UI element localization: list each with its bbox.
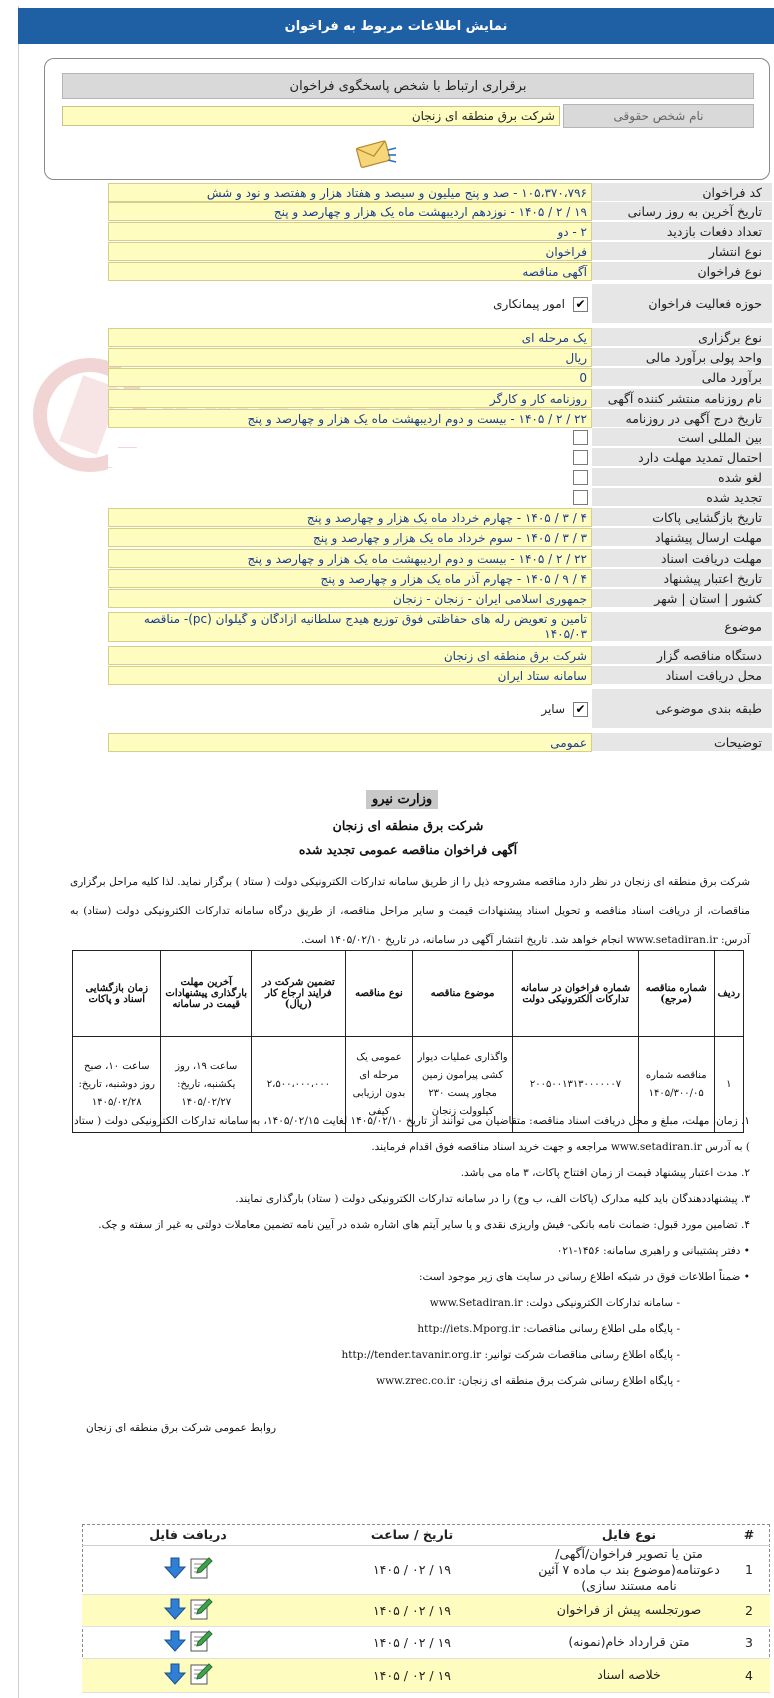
file-number: 3 — [728, 1626, 770, 1658]
notice-signature: روابط عمومی شرکت برق منطقه ای زنجان — [86, 1422, 277, 1434]
field-label: محل دریافت اسناد — [592, 666, 772, 685]
field-value: تامین و تعویض رله های حفاظتی فوق توزیع هیدج سلطانیه آزادگان و گیلوان (pc)- مناقصه ۱۴۰۵/۰۳ — [108, 612, 592, 642]
notice-site-link: - سامانه تدارکات الکترونیکی دولت: www.Setadiran.ir — [429, 1297, 680, 1309]
file-download[interactable] — [82, 1658, 294, 1692]
field-row — [108, 569, 772, 588]
field-label: کد فراخوان — [592, 183, 772, 202]
field-label: تجدید شده — [592, 488, 772, 507]
field-checkbox[interactable]: ✔ — [573, 297, 588, 312]
notice-table-header: شماره فراخوان در سامانه تدارکات الکترونیکی دولت — [513, 951, 639, 1037]
field-value: جمهوری اسلامی ایران - زنجان - زنجان — [108, 589, 592, 608]
field-row — [108, 612, 772, 642]
field-label: مهلت ارسال پیشنهاد — [592, 528, 772, 547]
field-value: سامانه ستاد ایران — [108, 666, 592, 685]
field-label: نوع برگزاری — [592, 328, 772, 347]
notice-site-link: - پایگاه اطلاع رسانی مناقصات شرکت توانیر: http://tender.tavanir.org.ir — [341, 1349, 680, 1361]
field-label: مهلت دریافت اسناد — [592, 549, 772, 568]
notice-item: ۴. تضامین مورد قبول: ضمانت نامه بانکی- فیش واریزی نقدی و یا سایر آیتم های اشاره شده در آیین نامه تضمین معاملات دولتی به غیر از سفته و چک. — [98, 1219, 750, 1231]
field-label: احتمال تمدید مهلت دارد — [592, 448, 772, 467]
notice-table-cell: عمومی یک مرحله ای بدون ارزیابی کیفی — [345, 1037, 412, 1133]
file-download[interactable] — [82, 1545, 294, 1594]
file-row — [82, 1594, 770, 1626]
field-checkbox[interactable] — [573, 490, 588, 505]
field-label: تاریخ اعتبار پیشنهاد — [592, 569, 772, 588]
field-value: ۲۲ / ۲ / ۱۴۰۵ - بیست و دوم اردیبهشت ماه یک هزار و چهارصد و پنج — [108, 549, 592, 568]
notice-ministry-title: وزارت نیرو — [366, 790, 438, 809]
notice-heading: آگهی فراخوان مناقصه عمومی تجدید شده — [298, 842, 518, 857]
field-value: یک مرحله ای — [108, 328, 592, 347]
field-value: ۳ / ۳ / ۱۴۰۵ - سوم خرداد ماه یک هزار و چهارصد و پنج — [108, 528, 592, 547]
field-value: عمومی — [108, 733, 592, 752]
field-label: حوزه فعالیت فراخوان — [592, 284, 772, 324]
notice-item: ۱. زمان، مهلت، مبلغ و محل دریافت اسناد مناقصه: متقاضیان می توانند از تاریخ ۱۴۰۵/۰۲/۱۰ لغایت ۱۴۰۵/۰۲/۱۵، به سامانه تدارکات الکترونیکی دولت ( ستاد ) به آدرس www.setadiran.ir مراجعه و جهت خرید اسناد مناقصه فوق اقدام فرمایند. — [73, 1115, 750, 1153]
field-label: موضوع — [592, 612, 772, 642]
file-date: ۱۹ / ۰۲ / ۱۴۰۵ — [294, 1658, 530, 1692]
contact-value: شرکت برق منطقه ای زنجان — [62, 106, 560, 126]
field-row — [108, 448, 772, 467]
field-row — [108, 348, 772, 367]
notice-item: • دفتر پشتیبانی و راهبری سامانه: ۱۴۵۶-۰۲۱ — [556, 1245, 750, 1257]
field-value: آگهی مناقصه — [108, 262, 592, 281]
field-checkbox[interactable] — [573, 470, 588, 485]
contact-title: برقراری ارتباط با شخص پاسخگوی فراخوان — [62, 73, 754, 99]
checkbox-label: امور پیمانکاری — [493, 297, 565, 311]
field-value: ۲ - دو — [108, 222, 592, 241]
file-type: صورتجلسه پیش از فراخوان — [530, 1594, 728, 1626]
field-row — [108, 262, 772, 281]
notice-table-header: تضمین شرکت در فرایند ارجاع کار (ریال) — [251, 951, 345, 1037]
field-value — [108, 468, 592, 487]
file-number: 1 — [728, 1545, 770, 1594]
field-label: تعداد دفعات بازدید — [592, 222, 772, 241]
field-label: تاریخ بازگشایی پاکات — [592, 508, 772, 527]
field-label: برآورد مالی — [592, 368, 772, 387]
field-label: واحد پولی برآورد مالی — [592, 348, 772, 367]
notice-item: • ضمناً اطلاعات فوق در شبکه اطلاع رسانی در سایت های زیر موجود است: — [418, 1271, 750, 1283]
field-label: طبقه بندی موضوعی — [592, 689, 772, 729]
files-header-type: نوع فایل — [530, 1525, 728, 1545]
field-row — [108, 689, 772, 729]
edit-file-icon[interactable] — [189, 1556, 213, 1580]
download-icons[interactable] — [163, 1597, 213, 1621]
field-label: نوع انتشار — [592, 242, 772, 261]
field-value: 0 — [108, 368, 592, 387]
field-value — [108, 448, 592, 467]
field-row — [108, 589, 772, 608]
file-row — [82, 1545, 770, 1594]
field-value — [108, 488, 592, 507]
file-date: ۱۹ / ۰۲ / ۱۴۰۵ — [294, 1594, 530, 1626]
field-value: ۴ / ۹ / ۱۴۰۵ - چهارم آذر ماه یک هزار و چهارصد و پنج — [108, 569, 592, 588]
file-date: ۱۹ / ۰۲ / ۱۴۰۵ — [294, 1545, 530, 1594]
file-download[interactable] — [82, 1594, 294, 1626]
download-arrow-icon[interactable] — [163, 1556, 187, 1580]
file-number: 4 — [728, 1658, 770, 1692]
field-value: شرکت برق منطقه ای زنجان — [108, 646, 592, 665]
notice-table-header: زمان بازگشایی اسناد و پاکات — [73, 951, 161, 1037]
field-label: تاریخ درج آگهی در روزنامه — [592, 409, 772, 428]
field-value: فراخوان — [108, 242, 592, 261]
field-row — [108, 222, 772, 241]
field-row — [108, 368, 772, 387]
notice-table-header: موضوع مناقصه — [413, 951, 513, 1037]
notice-table-header: ردیف — [714, 951, 743, 1037]
edit-file-icon[interactable] — [189, 1629, 213, 1653]
file-row — [82, 1626, 770, 1658]
notice-table-header: شماره مناقصه (مرجع) — [638, 951, 714, 1037]
field-label: توضیحات — [592, 733, 772, 752]
field-value: ۱۹ / ۲ / ۱۴۰۵ - نوزدهم اردیبهشت ماه یک هزار و چهارصد و پنج — [108, 202, 592, 221]
download-arrow-icon[interactable] — [163, 1597, 187, 1621]
checkbox-label: سایر — [541, 702, 565, 716]
field-row — [108, 409, 772, 428]
notice-company-title: شرکت برق منطقه ای زنجان — [332, 818, 484, 833]
notice-table-header: نوع مناقصه — [345, 951, 412, 1037]
field-value: ۲۲ / ۲ / ۱۴۰۵ - بیست و دوم اردیبهشت ماه یک هزار و چهارصد و پنج — [108, 409, 592, 428]
files-header-download: دریافت فایل — [82, 1525, 294, 1545]
file-row — [82, 1658, 770, 1692]
files-header-num: # — [728, 1525, 770, 1545]
field-value: روزنامه کار و کارگر — [108, 389, 592, 408]
download-arrow-icon[interactable] — [163, 1662, 187, 1686]
field-row — [108, 733, 772, 752]
field-row — [108, 549, 772, 568]
download-icons[interactable] — [163, 1662, 213, 1686]
file-type: متن یا تصویر فراخوان/آگهی/دعوتنامه(موضوع بند ب ماده ۷ آئین نامه مستند سازی) — [530, 1545, 728, 1594]
field-row — [108, 488, 772, 507]
notice-intro: شرکت برق منطقه ای زنجان در نظر دارد مناقصه مشروحه ذیل را از طریق سامانه تدارکات الکترونیکی دولت ( ستاد ) برگزار نماید. لذا کلیه مراحل برگزاری مناقصات، از دریافت اسناد مناقصه و تحویل اسناد پیشنهادات قیمت و سایر مراحل مناقصه، از طریق درگاه سامانه تدارکات الکترونیکی دولت (ستاد) به آدرس: www.setadiran.ir انجام خواهد شد. تاریخ انتشار آگهی در سامانه، در تاریخ ۱۴۰۵/۰۲/۱۰ است. — [70, 876, 750, 946]
field-value — [108, 284, 592, 324]
field-row — [108, 284, 772, 324]
edit-file-icon[interactable] — [189, 1597, 213, 1621]
notice-items — [70, 1108, 750, 1394]
field-row — [108, 242, 772, 261]
file-type: متن قرارداد خام(نمونه) — [530, 1626, 728, 1658]
field-label: دستگاه مناقصه گزار — [592, 646, 772, 665]
notice-table-cell: ساعت ۱۰، صبح روز دوشنبه، تاریخ: ۱۴۰۵/۰۲/۲۸ — [73, 1037, 161, 1133]
field-value — [108, 689, 592, 729]
edit-file-icon[interactable] — [189, 1662, 213, 1686]
field-row — [108, 428, 772, 447]
field-row — [108, 183, 772, 202]
field-label: نوع فراخوان — [592, 262, 772, 281]
notice-table-header: آخرین مهلت بارگذاری پیشنهادات قیمت در سامانه — [161, 951, 251, 1037]
field-label: کشور | استان | شهر — [592, 589, 772, 608]
notice-table-cell: مناقصه شماره ۱۴۰۵/۳۰۰/۰۵ — [638, 1037, 714, 1133]
notice-table-cell: ساعت ۱۹، روز یکشنبه، تاریخ: ۱۴۰۵/۰۲/۲۷ — [161, 1037, 251, 1133]
field-row — [108, 646, 772, 665]
download-icons[interactable] — [163, 1556, 213, 1580]
field-value: ۱۰۵،۳۷۰،۷۹۶ - صد و پنج میلیون و سیصد و هفتاد هزار و هفتصد و نود و شش — [108, 183, 592, 202]
notice-table-cell: ۲،۵۰۰،۰۰۰،۰۰۰ — [251, 1037, 345, 1133]
notice-table-cell: ۱ — [714, 1037, 743, 1133]
field-row — [108, 528, 772, 547]
tender-notice-image — [56, 770, 760, 1490]
notice-table-cell: ۲۰۰۵۰۰۱۳۱۳۰۰۰۰۰۰۷ — [513, 1037, 639, 1133]
notice-site-link: - پایگاه اطلاع رسانی شرکت برق منطقه ای زنجان: www.zrec.co.ir — [376, 1375, 680, 1387]
field-row — [108, 328, 772, 347]
contact-label: نام شخص حقوقی — [563, 104, 754, 128]
field-row — [108, 468, 772, 487]
file-date: ۱۹ / ۰۲ / ۱۴۰۵ — [294, 1626, 530, 1658]
file-number: 2 — [728, 1594, 770, 1626]
files-header-date: تاریخ / ساعت — [294, 1525, 530, 1545]
file-type: خلاصه اسناد — [530, 1658, 728, 1692]
file-download[interactable] — [82, 1626, 294, 1658]
notice-item: ۳. پیشنهاددهندگان باید کلیه مدارک (پاکات الف، ب وج) را در سامانه تدارکات الکترونیکی دولت ( ستاد) بارگذاری نمایند. — [235, 1193, 750, 1205]
field-checkbox[interactable] — [573, 450, 588, 465]
download-icons[interactable] — [163, 1629, 213, 1653]
field-value: ۴ / ۳ / ۱۴۰۵ - چهارم خرداد ماه یک هزار و چهارصد و پنج — [108, 508, 592, 527]
field-row — [108, 389, 772, 408]
notice-table-cell: واگذاری عملیات دیوار کشی پیرامون زمین مجاور پست ۲۳۰ کیلوولت زنجان — [413, 1037, 513, 1133]
field-label: لغو شده — [592, 468, 772, 487]
field-label: بین المللی است — [592, 428, 772, 447]
field-checkbox[interactable] — [573, 430, 588, 445]
field-row — [108, 666, 772, 685]
notice-site-link: - پایگاه ملی اطلاع رسانی مناقصات: http://iets.Mporg.ir — [417, 1323, 680, 1335]
field-value: ریال — [108, 348, 592, 367]
field-label: نام روزنامه منتشر کننده آگهی — [592, 389, 772, 408]
field-row — [108, 508, 772, 527]
notice-table — [72, 950, 744, 1133]
envelope-icon[interactable] — [354, 136, 398, 170]
field-checkbox[interactable]: ✔ — [573, 702, 588, 717]
field-label: تاریخ آخرین به روز رسانی — [592, 202, 772, 221]
notice-item: ۲. مدت اعتبار پیشنهاد قیمت از زمان افتتاح پاکات، ۳ ماه می باشد. — [460, 1167, 750, 1179]
files-table — [82, 1525, 770, 1693]
field-value — [108, 428, 592, 447]
download-arrow-icon[interactable] — [163, 1629, 187, 1653]
field-row — [108, 202, 772, 221]
page-title: نمایش اطلاعات مربوط به فراخوان — [18, 8, 774, 44]
